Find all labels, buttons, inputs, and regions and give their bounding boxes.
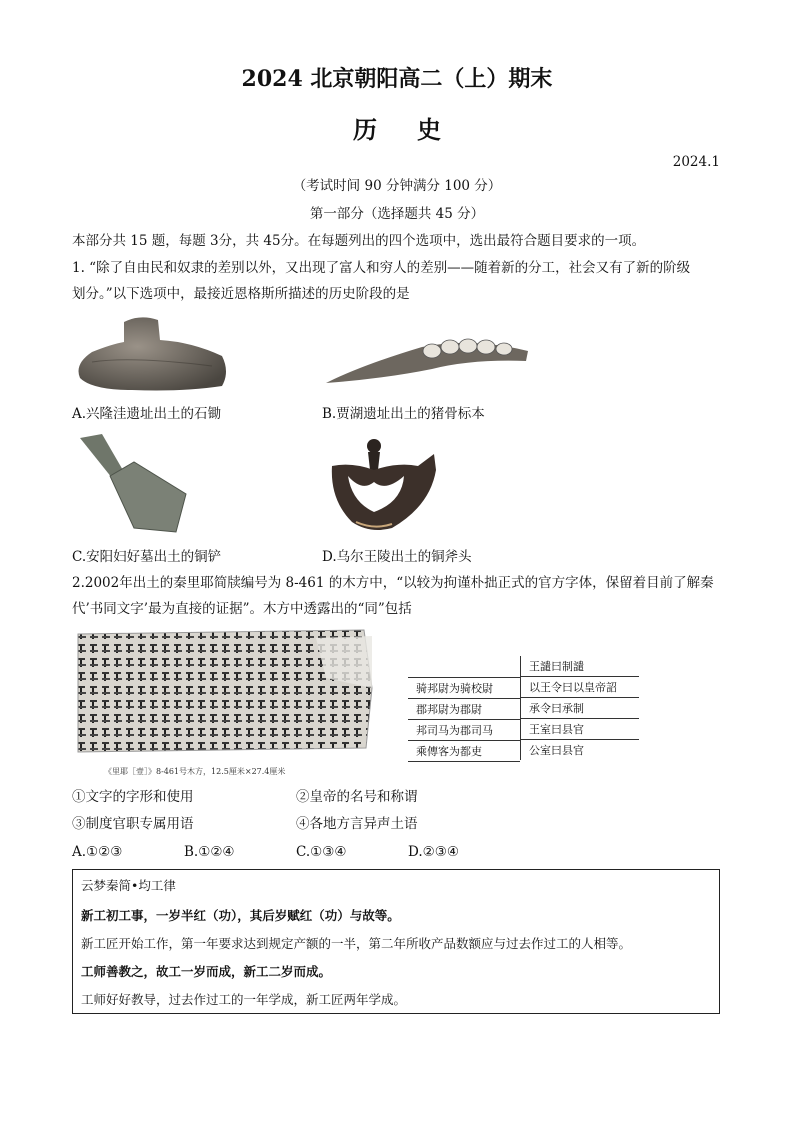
q2-choice-3: ③制度官职专属用语 xyxy=(72,816,194,832)
table-right-cell: 承令曰承制 xyxy=(529,702,584,715)
q1-option-c[interactable]: C.安阳妇好墓出土的铜铲 xyxy=(72,549,222,565)
q1-option-b[interactable]: B.贾湖遗址出土的猪骨标本 xyxy=(322,406,485,422)
instructions: 本部分共 15 题，每题 3分，共 45分。在每题列出的四个选项中，选出最符合题目要求的一项。 xyxy=(72,233,646,249)
q1-option-a[interactable]: A.兴隆洼遗址出土的石锄 xyxy=(72,406,222,422)
q1-option-d[interactable]: D.乌尔王陵出土的铜斧头 xyxy=(322,549,472,565)
table-right-cell: 王室曰县官 xyxy=(529,723,584,736)
q1-stem-line2: 划分。”以下选项中，最接近恩格斯所描述的历史阶段的是 xyxy=(72,286,410,302)
q2-choice-4: ④各地方言异声土语 xyxy=(296,816,418,832)
box-line-3: 工师善教之，故工一岁而成，新工二岁而成。 xyxy=(81,964,332,979)
exam-date: 2024.1 xyxy=(672,154,720,170)
bronze-shovel-image xyxy=(72,432,192,534)
q2-answer-d[interactable]: D.②③④ xyxy=(408,844,459,860)
page-title: 2024 北京朝阳高二（上）期末 xyxy=(241,66,553,92)
table-right-cell: 王譴曰制譴 xyxy=(529,660,584,673)
q2-choice-2: ②皇帝的名号和称谓 xyxy=(296,789,418,805)
table-right-cell: 以王令曰以皇帝詔 xyxy=(529,681,617,694)
q2-answer-a[interactable]: A.①②③ xyxy=(72,844,123,860)
table-right-cell: 公室曰县官 xyxy=(529,744,584,757)
part-heading: 第一部分（选择题共 45 分） xyxy=(309,206,485,222)
title-table-left xyxy=(408,677,520,762)
box-title: 云梦秦简•均工律 xyxy=(81,878,176,893)
table-left-cell: 郡邦尉为郡尉 xyxy=(416,703,482,716)
tablet-caption: 《里耶［壹］》8-461号木方，12.5厘米×27.4厘米 xyxy=(104,767,286,776)
bronze-axe-head-image xyxy=(322,436,442,536)
box-line-2: 新工匠开始工作，第一年要求达到规定产额的一半，第二年所收产品数额应与过去作过工的人相等。 xyxy=(81,936,632,951)
stone-hoe-image xyxy=(72,312,232,394)
q2-choice-1: ①文字的字形和使用 xyxy=(72,789,194,805)
q2-answer-c[interactable]: C.①③④ xyxy=(296,844,347,860)
subject-title: 历史 xyxy=(353,115,481,144)
q1-stem-line1: 1. “除了自由民和奴隶的差别以外，又出现了富人和穷人的差别——随着新的分工，社会又有了新的阶级 xyxy=(72,260,691,276)
box-line-1: 新工初工事，一岁半红（功），其后岁赋红（功）与故等。 xyxy=(81,908,400,923)
exam-info: （考试时间 90 分钟满分 100 分） xyxy=(292,178,502,194)
table-left-cell: 邦司马为郡司马 xyxy=(416,724,493,737)
wooden-tablet-image xyxy=(76,628,376,758)
table-left-cell: 骑邦尉为骑校尉 xyxy=(416,682,493,695)
pig-jawbone-image xyxy=(322,325,532,387)
title-table-right xyxy=(520,656,639,760)
box-line-4: 工师好好教导，过去作过工的一年学成，新工匠两年学成。 xyxy=(81,992,407,1007)
q2-stem-line2: 代’书同文字’最为直接的证据”。木方中透露出的“同”包括 xyxy=(72,601,412,617)
q2-answer-b[interactable]: B.①②④ xyxy=(184,844,235,860)
material-box xyxy=(72,869,720,1014)
table-left-cell: 乘傳客为都吏 xyxy=(416,745,482,758)
q2-stem-line1: 2.2002年出土的秦里耶简牍编号为 8-461 的木方中，“以较为拘谨朴拙正式的官方字体，保留着目前了解秦 xyxy=(72,575,714,591)
